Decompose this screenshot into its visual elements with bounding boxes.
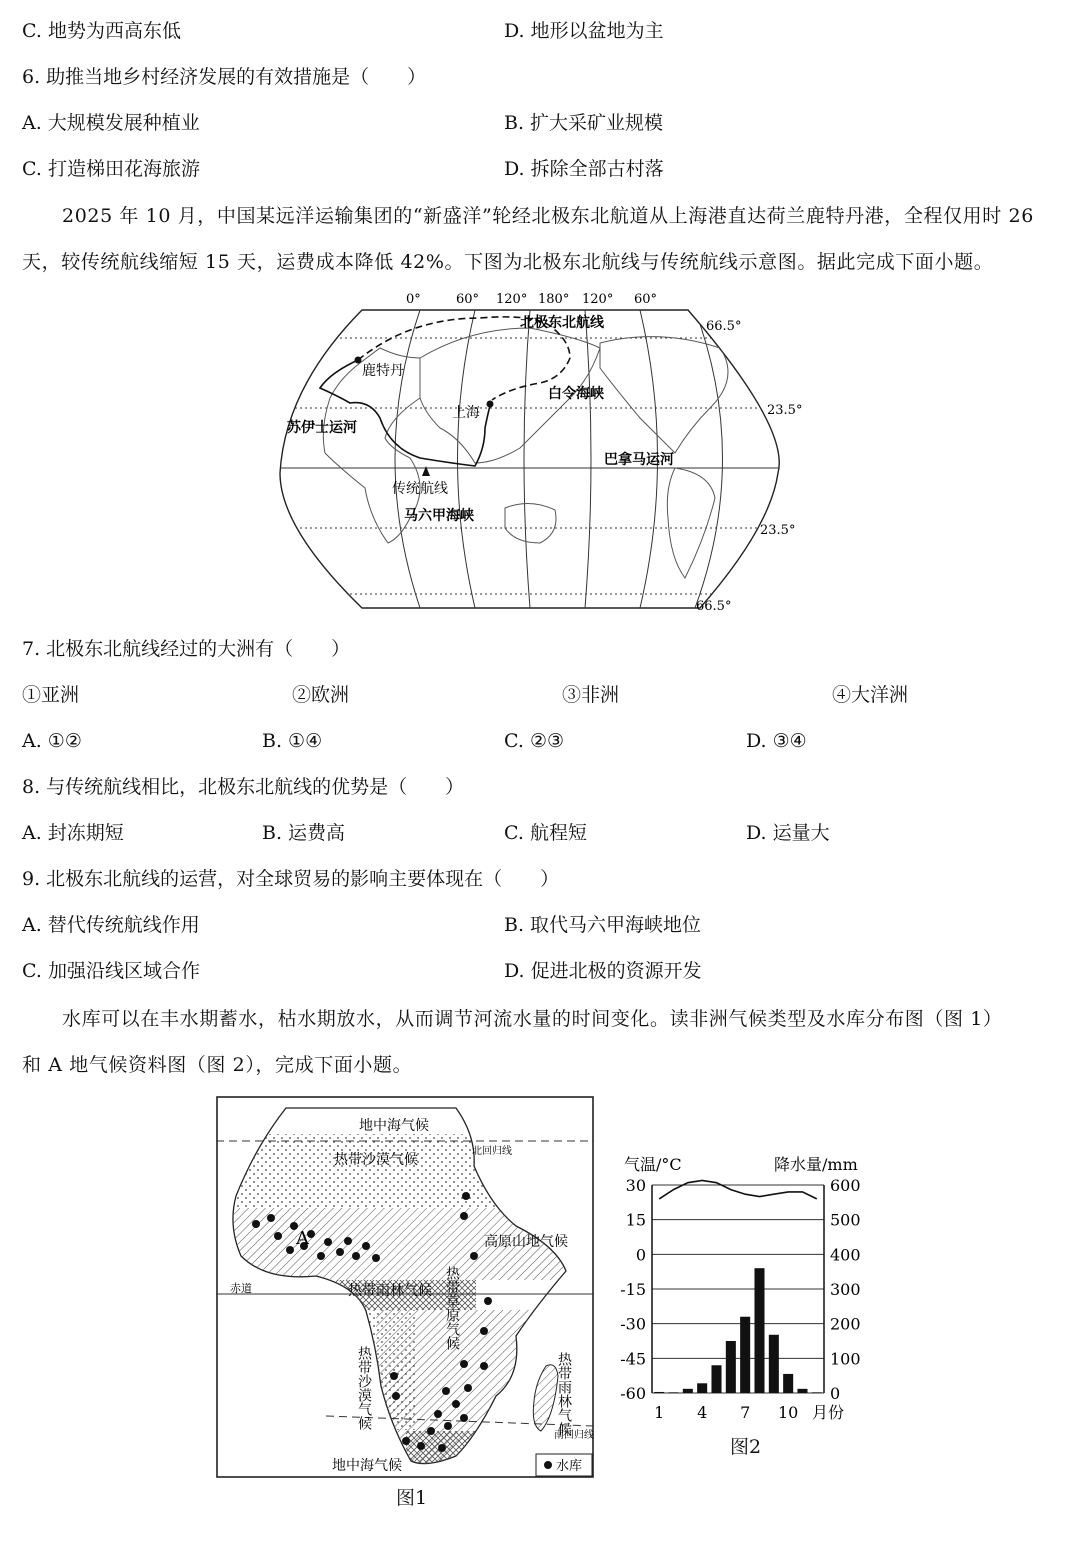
label-savanna: 热带草原气候 [444,1266,460,1350]
q7-option-c: C. ②③ [504,730,565,752]
lon-label-1: 60° [456,292,480,307]
precip-bar-5 [711,1365,721,1393]
q8-option-c: C. 航程短 [504,822,587,844]
chart-ylabel-right: 降水量/mm [774,1155,858,1174]
chart-tick-left: 0 [635,1245,646,1265]
lon-label-3: 180° [538,292,570,307]
q7-item-4: ④大洋洲 [832,684,909,706]
label-tropic-north: 北回归线 [472,1146,512,1157]
temperature-line [659,1180,817,1199]
q6-option-b: B. 扩大采矿业规模 [504,112,664,134]
q9-option-c: C. 加强沿线区域合作 [22,960,200,982]
precip-bar-9 [769,1335,779,1393]
lon-label-4: 120° [582,292,614,307]
legend-label: 水库 [556,1459,583,1474]
label-rainforest-east: 热带雨林气候 [556,1352,572,1436]
chart-tick-left: -15 [620,1280,646,1299]
figure2-caption: 图2 [730,1436,762,1458]
rotterdam-dot [355,357,362,364]
map-outline [280,310,779,608]
precip-bar-4 [697,1383,707,1393]
passage2-line1: 水库可以在丰水期蓄水，枯水期放水，从而调节河流水量的时间变化。读非洲气候类型及水库分布图（图 1） [62,1008,1003,1030]
chart-tick-left: -30 [620,1314,646,1334]
q6-stem: 6. 助推当地乡村经济发展的有效措施是（ ） [22,66,427,88]
lon-label-2: 120° [496,292,528,307]
passage1-line2: 天，较传统航线缩短 15 天，运费成本降低 42%。下图为北极东北航线与传统航线示意图。据此完成下面小题。 [22,251,994,273]
q7-option-b: B. ①④ [262,730,323,752]
q7-item-3: ③非洲 [562,684,620,706]
passage1-line1: 2025 年 10 月，中国某远洋运输集团的“新盛洋”轮经北极东北航道从上海港直达荷兰鹿特丹港，全程仅用时 26 [62,205,1034,227]
q9-option-d: D. 促进北极的资源开发 [504,960,702,982]
lat-label-n235: 23.5° [767,403,803,418]
suez-label: 苏伊士运河 [287,420,357,436]
precip-bar-12 [812,1392,822,1393]
shanghai-label: 上海 [452,405,480,421]
precip-bar-7 [740,1317,750,1393]
q7-option-d: D. ③④ [746,730,807,752]
bering-label: 白令海峡 [548,386,604,402]
world-route-map [270,288,803,628]
lat-label-n665: 66.5° [706,319,742,334]
q7-stem: 7. 北极东北航线经过的大洲有（ ） [22,638,351,660]
q6-option-d: D. 拆除全部古村落 [504,158,664,180]
label-point-a: A [296,1228,309,1249]
q5-option-d: D. 地形以盆地为主 [504,20,664,42]
africa-climate-map [216,1096,594,1478]
q7-item-1: ①亚洲 [22,684,80,706]
legend-dot [544,1461,552,1469]
chart-tick-right: 600 [830,1176,861,1195]
label-desert-south: 热带沙漠气候 [356,1346,372,1430]
q8-option-b: B. 运费高 [262,822,346,844]
chart-tick-right: 200 [830,1314,861,1334]
precip-bar-2 [668,1392,678,1393]
q9-option-b: B. 取代马六甲海峡地位 [504,914,702,936]
precip-bar-8 [754,1268,764,1393]
label-desert-north: 热带沙漠气候 [334,1152,418,1168]
chart-tick-left: 15 [625,1210,646,1230]
chart-ylabel-left: 气温/°C [624,1155,682,1174]
climate-chart [610,1148,872,1438]
traditional-route-label: 传统航线 [392,481,448,497]
label-equator: 赤道 [230,1282,252,1295]
lat-label-s235: 23.5° [760,523,796,538]
q9-stem: 9. 北极东北航线的运营，对全球贸易的影响主要体现在（ ） [22,868,560,890]
chart-xlabel: 月份 [812,1403,845,1422]
arctic-route-label: 北极东北航线 [520,315,604,331]
q8-option-d: D. 运量大 [746,822,830,844]
figure1-caption: 图1 [396,1487,428,1509]
precip-bar-3 [683,1389,693,1393]
q7-option-a: A. ①② [22,730,82,752]
label-tropic-south: 南回归线 [554,1430,594,1441]
chart-tick-right: 500 [830,1210,861,1230]
chart-tick-right: 100 [830,1349,861,1369]
panama-label: 巴拿马运河 [604,452,674,468]
chart-tick-left: -45 [620,1349,646,1369]
q8-stem: 8. 与传统航线相比，北极东北航线的优势是（ ） [22,776,465,798]
precip-bar-11 [797,1389,807,1393]
chart-tick-left: -60 [620,1384,646,1403]
shanghai-dot [487,401,494,408]
chart-tick-x: 1 [654,1403,665,1422]
q5-option-c: C. 地势为西高东低 [22,20,181,42]
precip-bar-10 [783,1374,793,1393]
label-mediterranean-south: 地中海气候 [332,1458,402,1474]
chart-tick-right: 400 [830,1245,861,1265]
label-mediterranean-north: 地中海气候 [359,1118,429,1134]
q8-option-a: A. 封冻期短 [22,822,124,844]
q6-option-a: A. 大规模发展种植业 [22,112,200,134]
chart-tick-right: 300 [830,1280,861,1299]
passage2-line2: 和 A 地气候资料图（图 2），完成下面小题。 [22,1054,413,1076]
rotterdam-label: 鹿特丹 [362,363,404,379]
chart-tick-x: 10 [777,1403,799,1422]
chart-tick-x: 4 [697,1403,708,1422]
lon-label-5: 60° [634,292,658,307]
q7-item-2: ②欧洲 [292,684,350,706]
label-rainforest: 热带雨林气候 [348,1283,432,1299]
chart-tick-left: 30 [625,1176,646,1195]
chart-tick-x: 7 [740,1403,751,1422]
lat-label-s665: 66.5° [696,599,732,614]
q6-option-c: C. 打造梯田花海旅游 [22,158,200,180]
malacca-label: 马六甲海峡 [404,508,474,524]
precip-bar-1 [654,1392,664,1393]
chart-tick-right: 0 [830,1384,841,1403]
precip-bar-6 [726,1341,736,1393]
lon-label-0: 0° [406,292,421,307]
q9-option-a: A. 替代传统航线作用 [22,914,200,936]
label-highland: 高原山地气候 [484,1234,568,1250]
